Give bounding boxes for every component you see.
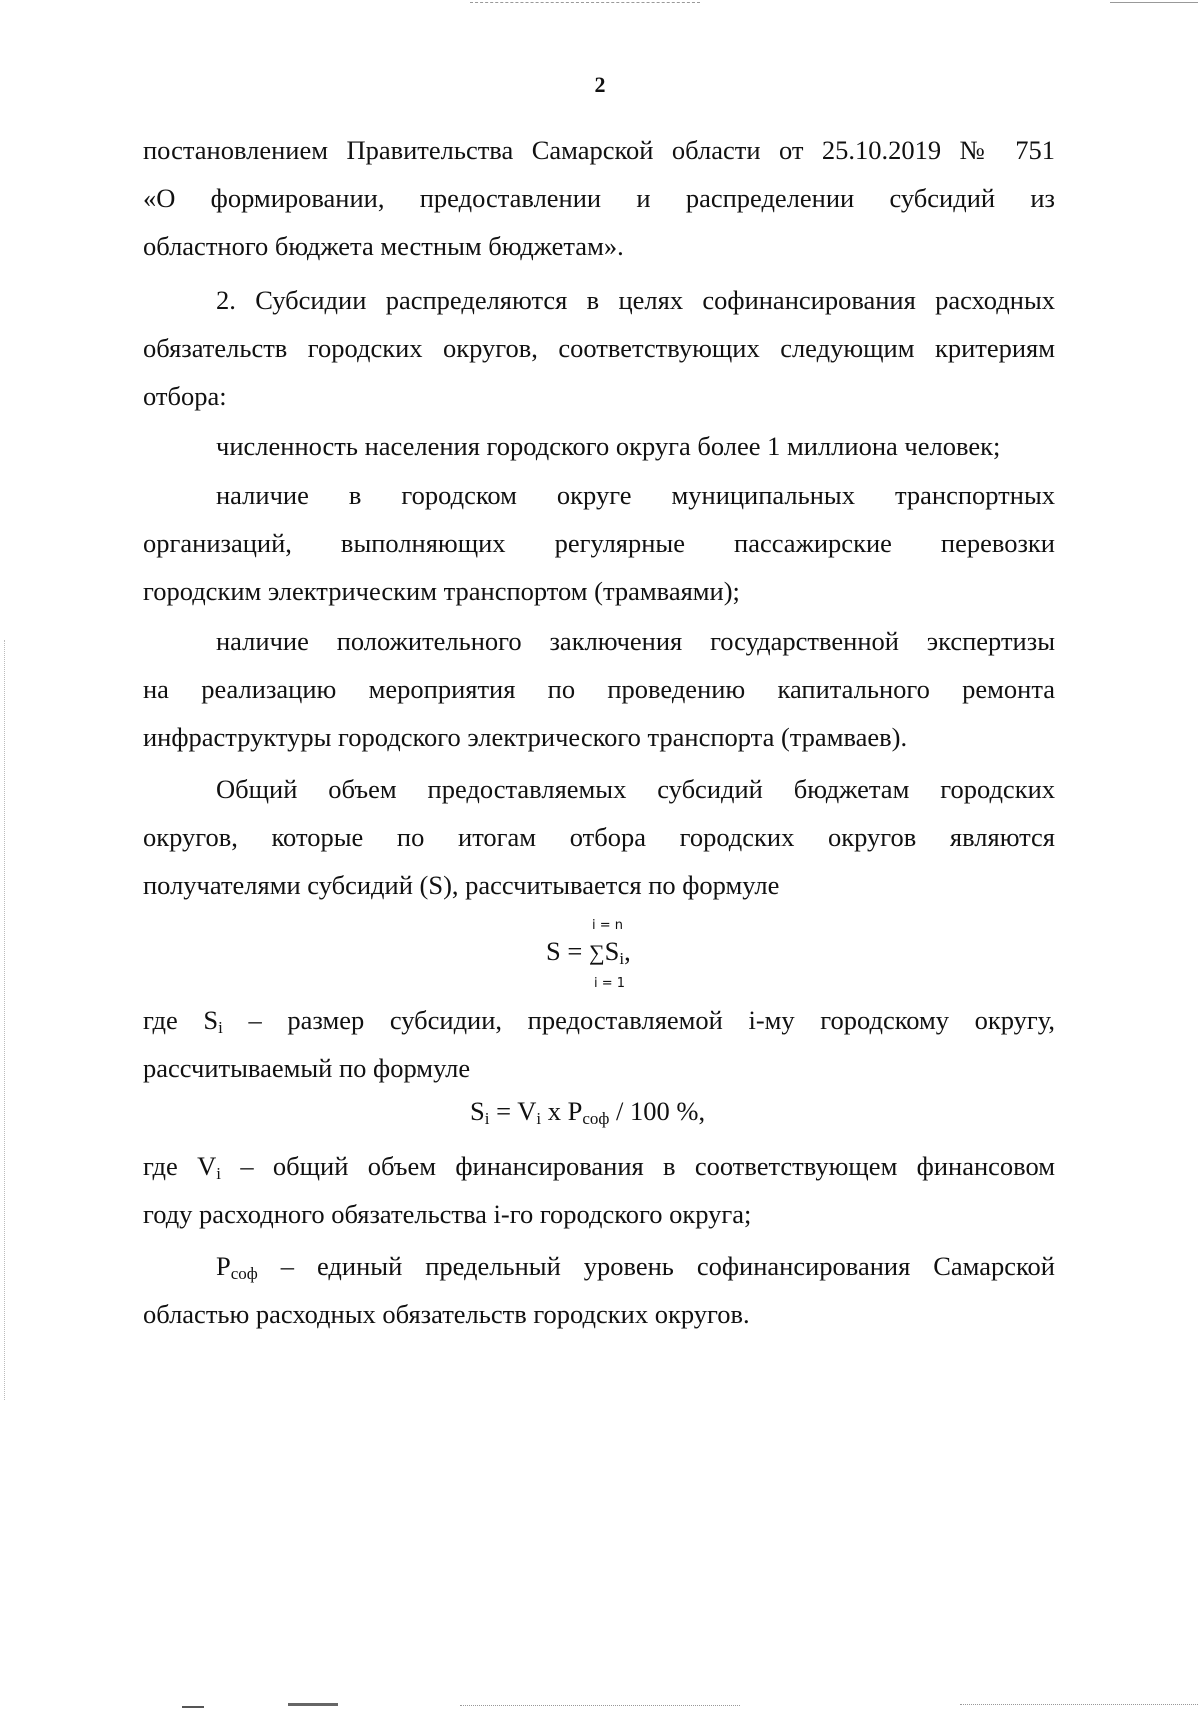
paragraph-3: [143, 422, 1055, 470]
page-number: 2: [594, 72, 606, 97]
text-line: рассчитываемый по формуле: [143, 1053, 471, 1083]
text-line: получателями субсидий (S), рассчитывается по формуле: [143, 870, 780, 900]
text-segment: – единый предельный уровень софинансирования Самарской: [257, 1251, 1055, 1281]
scan-artifact: [960, 1704, 1198, 1705]
scan-artifact: [288, 1703, 338, 1706]
scan-artifact: [460, 1705, 740, 1706]
text-line: численность населения городского округа более 1 миллиона человек;: [216, 431, 1001, 461]
text-segment: P: [216, 1251, 231, 1281]
formula-segment: = V: [489, 1096, 537, 1126]
text-line: областью расходных обязательств городских округов.: [143, 1299, 750, 1329]
si-formula: [470, 1096, 705, 1127]
text-line: Общий объем предоставляемых субсидий бюджетам городских: [216, 774, 1055, 804]
sum-upper-limit: i = n: [592, 918, 624, 933]
sum-term: S: [604, 936, 620, 966]
subscript: i: [484, 1109, 490, 1128]
scan-artifact: [470, 2, 700, 3]
text-line: постановлением Правительства Самарской области от 25.10.2019 № 751: [143, 135, 1055, 165]
text-segment: где V: [143, 1151, 217, 1181]
text-line: обязательств городских округов, соответствующих следующим критериям: [143, 333, 1055, 363]
text-line: [143, 1142, 1055, 1190]
sum-lhs: S =: [546, 936, 589, 966]
sum-lower-limit: i = 1: [594, 976, 626, 991]
text-line: инфраструктуры городского электрического транспорта (трамваев).: [143, 722, 908, 752]
subscript: соф: [230, 1264, 258, 1283]
sum-expression: [546, 936, 631, 967]
text-line: округов, которые по итогам отбора городских округов являются: [143, 822, 1055, 852]
subscript: соф: [582, 1109, 610, 1128]
text-line: «О формировании, предоставлении и распределении субсидий из: [143, 183, 1055, 213]
paragraph-1: [143, 126, 1055, 270]
formula-segment: / 100 %,: [609, 1096, 706, 1126]
text-line: [143, 996, 1055, 1044]
text-segment: где S: [143, 1005, 219, 1035]
scan-artifact: [182, 1706, 204, 1708]
text-line: организаций, выполняющих регулярные пассажирские перевозки: [143, 528, 1055, 558]
sum-formula: [546, 918, 666, 991]
text-line: 2. Субсидии распределяются в целях софинансирования расходных: [216, 285, 1055, 315]
text-line: наличие в городском округе муниципальных транспортных: [216, 480, 1055, 510]
subscript: i: [218, 1018, 223, 1037]
scan-artifact: [1110, 2, 1198, 3]
text-line: году расходного обязательства i-го городского округа;: [143, 1199, 752, 1229]
sigma-symbol: ∑: [588, 940, 605, 965]
paragraph-8: [143, 1142, 1055, 1238]
text-line: [143, 1242, 1055, 1290]
paragraph-7: [143, 996, 1055, 1092]
text-segment: – размер субсидии, предоставляемой i-му городскому округу,: [222, 1005, 1055, 1035]
text-line: городским электрическим транспортом (трамваями);: [143, 576, 740, 606]
paragraph-4: [143, 471, 1055, 615]
scan-artifact: [4, 640, 5, 1400]
sum-term-subscript: i: [619, 949, 625, 968]
paragraph-5: [143, 617, 1055, 761]
formula-segment: x P: [541, 1096, 583, 1126]
text-line: наличие положительного заключения государственной экспертизы: [216, 626, 1055, 656]
text-line: на реализацию мероприятия по проведению капитального ремонта: [143, 674, 1055, 704]
formula-segment: S: [470, 1096, 485, 1126]
text-line: отбора:: [143, 381, 227, 411]
text-segment: – общий объем финансирования в соответствующем финансовом: [221, 1151, 1055, 1181]
subscript: i: [216, 1164, 221, 1183]
paragraph-9: [143, 1242, 1055, 1338]
sum-tail: ,: [624, 936, 631, 966]
paragraph-2: [143, 276, 1055, 420]
paragraph-6: [143, 765, 1055, 909]
subscript: i: [536, 1109, 542, 1128]
text-line: областного бюджета местным бюджетам».: [143, 231, 624, 261]
